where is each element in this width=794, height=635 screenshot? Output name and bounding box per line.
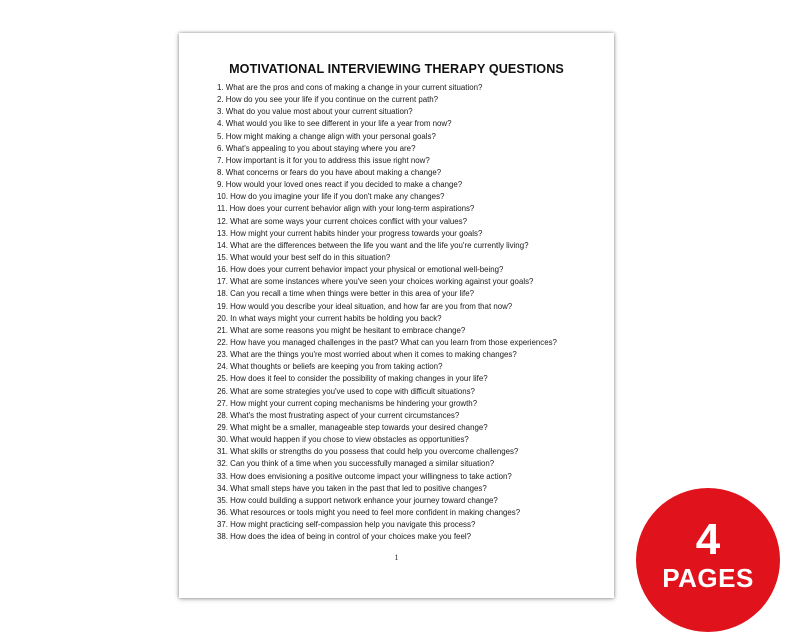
document-page — [179, 33, 614, 598]
question-item: 35. How could building a support network enhance your journey toward change? — [217, 495, 498, 505]
question-item: 38. How does the idea of being in control of your choices make you feel? — [217, 532, 471, 542]
question-item: 36. What resources or tools might you need to feel more confident in making changes? — [217, 507, 521, 517]
question-item: 13. How might your current habits hinder your progress towards your goals? — [217, 228, 483, 238]
question-item: 16. How does your current behavior impact your physical or emotional well-being? — [217, 265, 504, 275]
question-item: 5. How might making a change align with your personal goals? — [217, 131, 436, 141]
question-item: 20. In what ways might your current habits be holding you back? — [217, 313, 442, 323]
question-item: 21. What are some reasons you might be hesitant to embrace change? — [217, 325, 466, 335]
question-item: 2. How do you see your life if you continue on the current path? — [217, 95, 439, 105]
question-item: 31. What skills or strengths do you possess that could help you overcome challenges? — [217, 447, 519, 457]
question-item: 30. What would happen if you chose to view obstacles as opportunities? — [217, 435, 469, 445]
question-item: 12. What are some ways your current choices conflict with your values? — [217, 216, 467, 226]
question-item: 29. What might be a smaller, manageable step towards your desired change? — [217, 422, 488, 432]
question-item: 1. What are the pros and cons of making a change in your current situation? — [217, 83, 483, 92]
question-item: 14. What are the differences between the life you want and the life you're currently living? — [217, 240, 529, 250]
question-item: 33. How does envisioning a positive outcome impact your willingness to take action? — [217, 471, 512, 481]
question-item: 34. What small steps have you taken in the past that led to positive changes? — [217, 483, 487, 493]
question-item: 25. How does it feel to consider the possibility of making changes in your life? — [217, 374, 488, 384]
question-item: 24. What thoughts or beliefs are keeping you from taking action? — [217, 362, 443, 372]
question-item: 7. How important is it for you to address this issue right now? — [217, 155, 430, 165]
question-item: 23. What are the things you're most worried about when it comes to making changes? — [217, 350, 517, 360]
page-title: MOTIVATIONAL INTERVIEWING THERAPY QUESTIONS — [229, 62, 564, 76]
page-count-label: PAGES — [662, 563, 754, 593]
page-count-badge — [636, 488, 780, 632]
question-item: 11. How does your current behavior align with your long-term aspirations? — [217, 204, 475, 214]
page-count-number: 4 — [695, 515, 721, 564]
question-item: 32. Can you think of a time when you successfully managed a similar situation? — [217, 459, 495, 469]
question-list — [217, 82, 607, 543]
question-item: 22. How have you managed challenges in the past? What can you learn from those experiences? — [217, 337, 557, 347]
question-item: 6. What's appealing to you about staying where you are? — [217, 143, 416, 153]
question-item: 18. Can you recall a time when things were better in this area of your life? — [217, 289, 475, 299]
question-item: 10. How do you imagine your life if you don't make any changes? — [217, 192, 445, 202]
question-item: 3. What do you value most about your current situation? — [217, 107, 413, 117]
question-item: 26. What are some strategies you've used to cope with difficult situations? — [217, 386, 475, 396]
question-item: 8. What concerns or fears do you have about making a change? — [217, 167, 442, 177]
question-item: 27. How might your current coping mechanisms be hindering your growth? — [217, 398, 478, 408]
question-item: 28. What's the most frustrating aspect of your current circumstances? — [217, 410, 460, 420]
question-item: 15. What would your best self do in this situation? — [217, 252, 391, 262]
question-item: 4. What would you like to see different in your life a year from now? — [217, 119, 452, 129]
page-number: 1 — [394, 552, 399, 562]
question-item: 37. How might practicing self-compassion help you navigate this process? — [217, 520, 476, 530]
question-item: 17. What are some instances where you've seen your choices working against your goals? — [217, 277, 534, 287]
question-item: 19. How would you describe your ideal situation, and how far are you from that now? — [217, 301, 513, 311]
question-item: 9. How would your loved ones react if you decided to make a change? — [217, 180, 463, 190]
